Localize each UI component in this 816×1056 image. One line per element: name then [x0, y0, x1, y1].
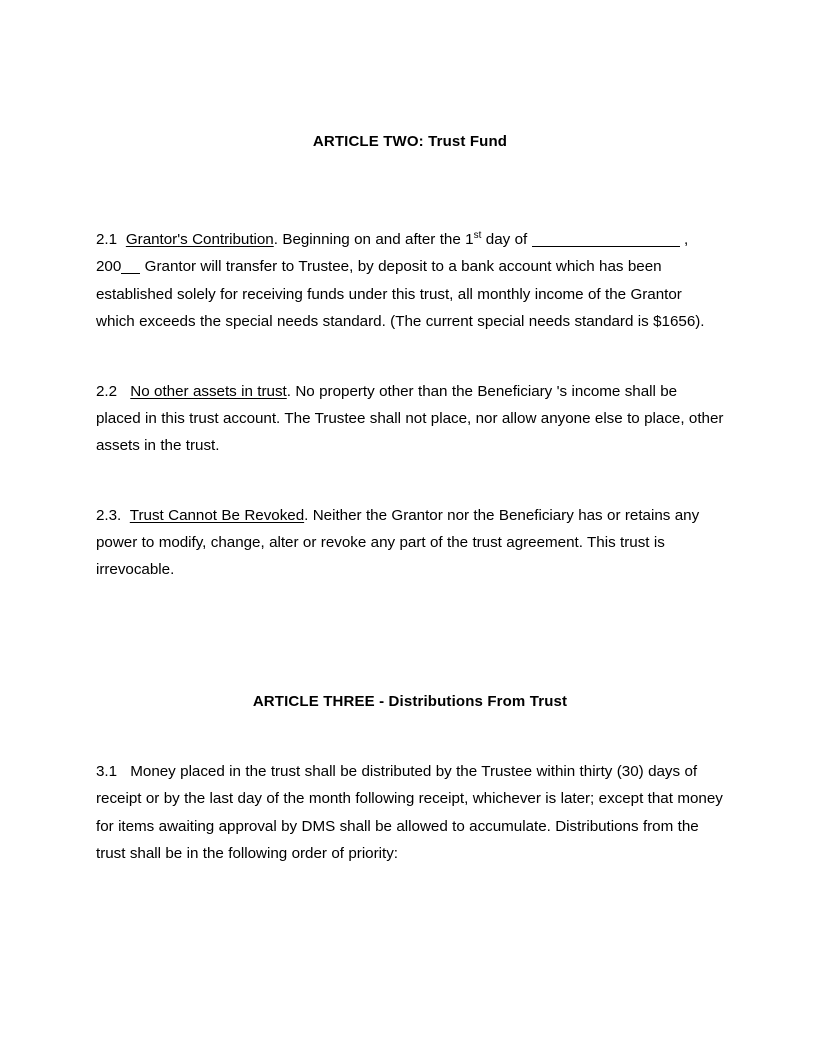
date-year-blank-line[interactable]: [121, 273, 140, 274]
article-three-heading-block: [96, 599, 724, 715]
section-2-2-number: 2.2: [96, 382, 118, 400]
article-two-heading: ARTICLE TWO: Trust Fund: [312, 133, 508, 150]
section-2-3-paragraph: [96, 475, 724, 584]
section-2-1-body-b: day of: [481, 231, 532, 249]
section-3-1-body: Money placed in the trust shall be distributed by the Trustee within thirty (30) days of receipt or by the last day of the month following receipt, whichever is later; except that money for items awaiting approval by DMS shall be allowed to accumulate. Distributions from the trust shall be in the following order of priority:: [96, 762, 723, 862]
section-2-2-body: . No property other than the Beneficiary 's income shall be placed in this trust account. The Trustee shall not place, nor allow anyone else to place, other assets in the trust.: [96, 382, 724, 455]
section-2-1-body-a: . Beginning on and after the 1: [273, 231, 474, 249]
section-2-3-number: 2.3.: [96, 506, 122, 524]
date-month-blank-line[interactable]: [532, 246, 680, 247]
section-3-1-paragraph: [96, 730, 724, 867]
section-2-3-title: Trust Cannot Be Revoked: [129, 506, 305, 524]
section-3-1-number: 3.1: [96, 762, 118, 780]
article-three-heading: ARTICLE THREE - Distributions From Trust: [252, 692, 568, 710]
section-2-1-title: Grantor's Contribution: [125, 231, 274, 249]
section-2-1-number: 2.1: [96, 231, 118, 249]
section-2-3-body: . Neither the Grantor nor the Beneficiary has or retains any power to modify, change, alter or revoke any part of the trust agreement. This trust is irrevocable.: [96, 506, 700, 579]
section-2-1-year-prefix: 200: [96, 258, 122, 276]
section-2-2-paragraph: [96, 351, 724, 460]
ordinal-suffix-st: st: [473, 230, 482, 242]
article-two-heading-block: [96, 0, 724, 155]
section-2-1-paragraph: [96, 170, 724, 335]
section-2-1-body-c: Grantor will transfer to Trustee, by deposit to a bank account which has been established solely for receiving funds under this trust, all monthly income of the Grantor which exceeds the special needs standard. (The current special needs standard is $1656).: [96, 258, 705, 331]
section-2-2-title: No other assets in trust: [130, 382, 287, 400]
section-2-1-after-blank: ,: [679, 231, 689, 249]
document-text-column: [96, 0, 724, 882]
